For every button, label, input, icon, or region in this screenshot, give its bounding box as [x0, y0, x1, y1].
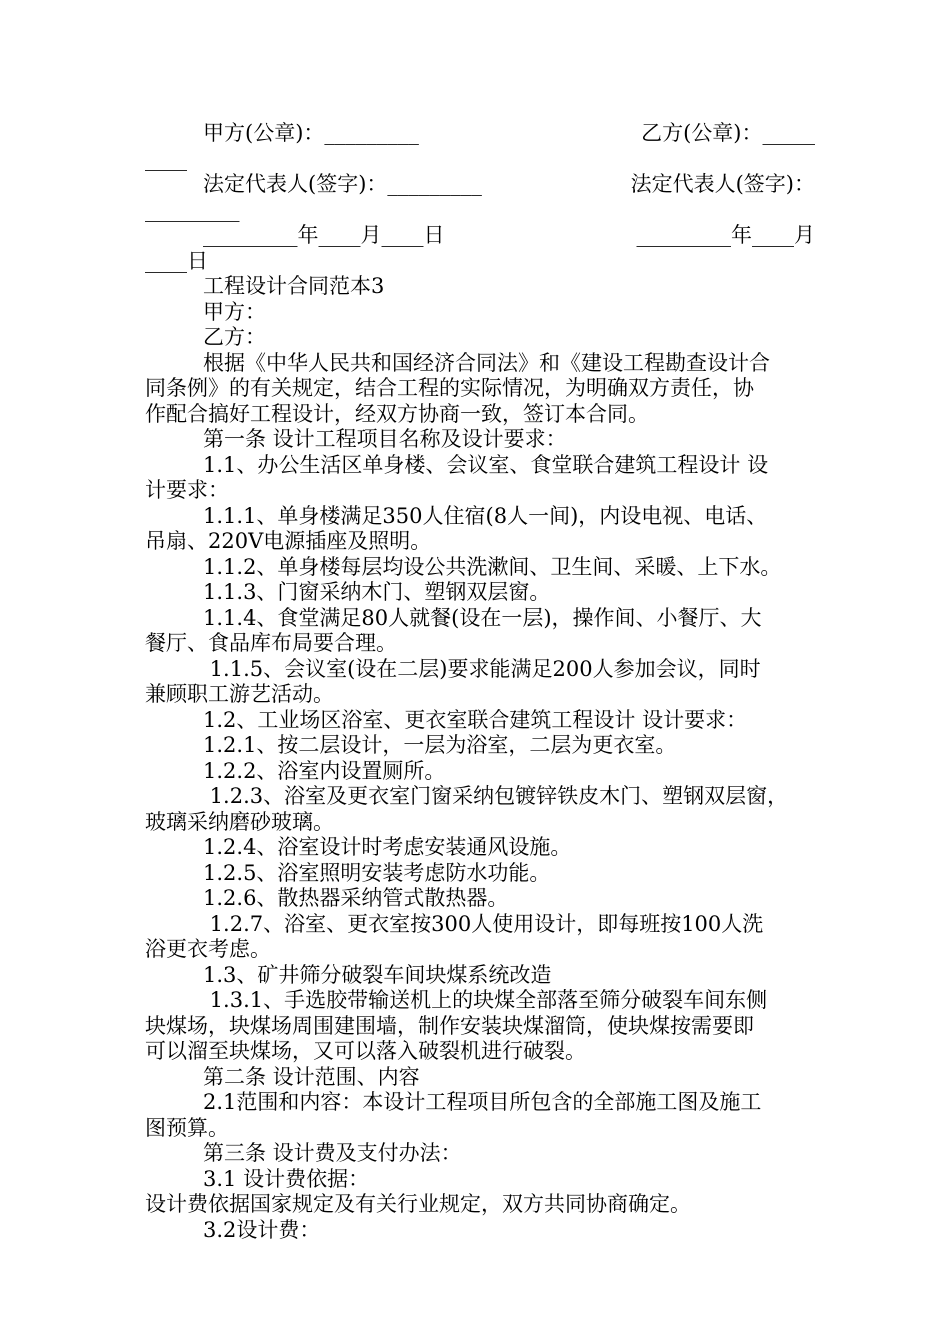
text-line: 1.2.6、散热器采纳管式散热器。: [203, 886, 509, 910]
party-a-representative: 法定代表人(签字)：_________: [203, 172, 482, 196]
text-line: 1.1.2、单身楼每层均设公共洗漱间、卫生间、采暖、上下水。: [203, 554, 782, 579]
party-b-seal: 乙方(公章)：_____: [641, 121, 815, 145]
text-line: 1.2.2、浴室内设置厕所。: [203, 758, 446, 783]
text-line: 1.2.3、浴室及更衣室门窗采纳包镀锌铁皮木门、塑钢双层窗，: [203, 784, 789, 808]
text-line: 图预算。: [145, 1115, 229, 1140]
text-line: 1.3、矿井筛分破裂车间块煤系统改造: [203, 962, 552, 987]
party-b-representative-continued: _________: [145, 197, 240, 222]
text-line: 兼顾职工游艺活动。: [145, 682, 334, 706]
text-line: 1.1.3、门窗采纳木门、塑钢双层窗。: [203, 580, 551, 604]
text-line: 餐厅、食品库布局要合理。: [145, 631, 397, 655]
text-line: 玻璃采纳磨砂玻璃。: [145, 809, 334, 834]
text-line: 根据《中华人民共和国经济合同法》和《建设工程勘查设计合: [203, 350, 770, 375]
text-line: 1.2.5、浴室照明安装考虑防水功能。: [203, 860, 551, 885]
text-line: 1.2.7、浴室、更衣室按300人使用设计，即每班按100人洗: [203, 911, 764, 936]
party-a-date: _________年____月____日: [203, 223, 445, 247]
text-line: 3.2设计费：: [203, 1217, 321, 1242]
party-b-date-continued: ____日: [145, 248, 208, 273]
text-line: 1.2.4、浴室设计时考虑安装通风设施。: [203, 835, 572, 859]
signature-row-date: [145, 223, 815, 249]
text-line: 设计费依据国家规定及有关行业规定，双方共同协商确定。: [145, 1192, 691, 1216]
text-line: 1.3.1、手选胶带输送机上的块煤全部落至筛分破裂车间东侧: [203, 988, 768, 1012]
text-line: 1.2.1、按二层设计，一层为浴室，二层为更衣室。: [203, 733, 677, 757]
document-title: 工程设计合同范本3: [203, 274, 385, 298]
text-line: 作配合搞好工程设计，经双方协商一致，签订本合同。: [145, 401, 649, 426]
party-b-label: 乙方：: [203, 325, 266, 349]
text-line: 同条例》的有关规定，结合工程的实际情况，为明确双方责任，协: [145, 376, 754, 400]
text-line: 计要求：: [145, 478, 229, 502]
text-line: 2.1范围和内容：本设计工程项目所包含的全部施工图及施工: [203, 1090, 762, 1114]
text-line: 1.2、工业场区浴室、更衣室联合建筑工程设计 设计要求：: [203, 707, 748, 732]
text-line: 1.1.5、会议室(设在二层)要求能满足200人参加会议，同时: [203, 656, 761, 681]
party-a-seal: 甲方(公章)：_________: [203, 121, 419, 145]
text-line: 吊扇、220V电源插座及照明。: [145, 529, 432, 553]
text-line: 1.1.1、单身楼满足350人住宿(8人一间)，内设电视、电话、: [203, 503, 768, 528]
article-heading: 第一条 设计工程项目名称及设计要求：: [203, 427, 567, 451]
text-line: 3.1 设计费依据：: [203, 1166, 370, 1191]
text-line: 1.1、办公生活区单身楼、会议室、食堂联合建筑工程设计 设: [203, 452, 769, 477]
text-line: 1.1.4、食堂满足80人就餐(设在一层)，操作间、小餐厅、大: [203, 605, 762, 630]
party-b-seal-continued: ____: [145, 146, 187, 171]
signature-row-seal: [145, 121, 815, 147]
text-line: 浴更衣考虑。: [145, 937, 271, 961]
article-heading: 第三条 设计费及支付办法：: [203, 1141, 462, 1165]
party-a-label: 甲方：: [203, 299, 266, 324]
text-line: 可以溜至块煤场，又可以落入破裂机进行破裂。: [145, 1039, 586, 1063]
document-page: [145, 121, 815, 1243]
article-heading: 第二条 设计范围、内容: [203, 1064, 420, 1089]
signature-row-rep: [145, 172, 815, 198]
party-b-representative: 法定代表人(签字)：: [630, 172, 815, 196]
text-line: 块煤场，块煤场周围建围墙，制作安装块煤溜筒，使块煤按需要即: [145, 1013, 754, 1038]
party-b-date: _________年____月: [636, 223, 815, 247]
